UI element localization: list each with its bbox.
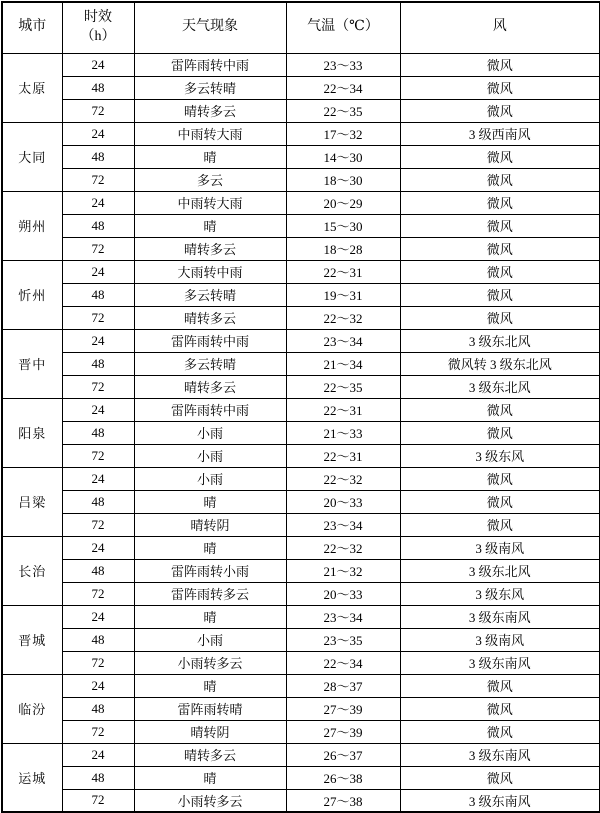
weather-phenomenon-cell: 雷阵雨转多云 (134, 582, 286, 605)
weather-phenomenon-cell: 大雨转中雨 (134, 260, 286, 283)
forecast-hours-cell: 72 (62, 789, 134, 812)
table-row (2, 122, 600, 145)
forecast-hours-cell: 24 (62, 674, 134, 697)
weather-phenomenon-cell: 晴转多云 (134, 99, 286, 122)
forecast-hours-cell: 48 (62, 76, 134, 99)
wind-cell: 微风 (400, 145, 600, 168)
temperature-range-cell: 22～32 (286, 467, 400, 490)
forecast-hours-cell: 24 (62, 605, 134, 628)
table-row (2, 214, 600, 237)
weather-phenomenon-cell: 小雨转多云 (134, 789, 286, 812)
temperature-range-cell: 22～34 (286, 76, 400, 99)
temperature-range-cell: 21～33 (286, 421, 400, 444)
forecast-hours-cell: 48 (62, 283, 134, 306)
header-weather (134, 2, 286, 53)
forecast-hours-cell: 72 (62, 99, 134, 122)
table-row (2, 145, 600, 168)
forecast-hours-cell: 24 (62, 536, 134, 559)
temperature-range-cell: 19～31 (286, 283, 400, 306)
forecast-hours-cell: 72 (62, 720, 134, 743)
weather-phenomenon-cell: 中雨转大雨 (134, 191, 286, 214)
table-row (2, 99, 600, 122)
temperature-range-cell: 22～31 (286, 260, 400, 283)
header-wind-label: 风 (492, 19, 507, 35)
city-name-cell: 长治 (2, 536, 62, 605)
temperature-range-cell: 20～33 (286, 582, 400, 605)
forecast-hours-cell: 72 (62, 651, 134, 674)
header-row (2, 2, 600, 53)
weather-phenomenon-cell: 雷阵雨转晴 (134, 697, 286, 720)
wind-cell: 微风 (400, 191, 600, 214)
table-row (2, 582, 600, 605)
temperature-range-cell: 26～38 (286, 766, 400, 789)
temperature-range-cell: 28～37 (286, 674, 400, 697)
header-weather-label: 天气现象 (182, 19, 238, 35)
table-row (2, 398, 600, 421)
wind-cell: 微风 (400, 421, 600, 444)
table-row (2, 513, 600, 536)
table-row (2, 375, 600, 398)
weather-phenomenon-cell: 小雨 (134, 444, 286, 467)
header-temperature-label: 气温（℃） (307, 19, 379, 35)
table-row (2, 306, 600, 329)
city-name-cell: 大同 (2, 122, 62, 191)
forecast-hours-cell: 24 (62, 467, 134, 490)
table-row (2, 651, 600, 674)
forecast-hours-cell: 72 (62, 582, 134, 605)
temperature-range-cell: 14～30 (286, 145, 400, 168)
wind-cell: 3 级东南风 (400, 651, 600, 674)
temperature-range-cell: 23～34 (286, 513, 400, 536)
temperature-range-cell: 27～39 (286, 697, 400, 720)
wind-cell: 微风 (400, 513, 600, 536)
weather-phenomenon-cell: 雷阵雨转小雨 (134, 559, 286, 582)
wind-cell: 3 级东北风 (400, 375, 600, 398)
temperature-range-cell: 22～32 (286, 536, 400, 559)
weather-phenomenon-cell: 小雨转多云 (134, 651, 286, 674)
forecast-hours-cell: 72 (62, 306, 134, 329)
forecast-hours-cell: 72 (62, 375, 134, 398)
forecast-hours-cell: 48 (62, 628, 134, 651)
wind-cell: 微风 (400, 766, 600, 789)
wind-cell: 3 级东北风 (400, 559, 600, 582)
table-row (2, 490, 600, 513)
weather-phenomenon-cell: 晴转多云 (134, 237, 286, 260)
weather-phenomenon-cell: 多云转晴 (134, 352, 286, 375)
wind-cell: 3 级东风 (400, 444, 600, 467)
header-wind (400, 2, 600, 53)
table-row (2, 605, 600, 628)
temperature-range-cell: 18～28 (286, 237, 400, 260)
weather-phenomenon-cell: 小雨 (134, 467, 286, 490)
wind-cell: 微风 (400, 697, 600, 720)
wind-cell: 微风 (400, 76, 600, 99)
wind-cell: 微风 (400, 490, 600, 513)
weather-phenomenon-cell: 晴转多云 (134, 306, 286, 329)
forecast-hours-cell: 24 (62, 191, 134, 214)
forecast-hours-cell: 48 (62, 559, 134, 582)
forecast-hours-cell: 72 (62, 444, 134, 467)
wind-cell: 微风转 3 级东北风 (400, 352, 600, 375)
forecast-hours-cell: 48 (62, 352, 134, 375)
table-row (2, 352, 600, 375)
forecast-hours-cell: 48 (62, 421, 134, 444)
table-row (2, 789, 600, 812)
forecast-hours-cell: 72 (62, 513, 134, 536)
temperature-range-cell: 27～39 (286, 720, 400, 743)
weather-forecast-table (1, 1, 600, 813)
table-row (2, 444, 600, 467)
table-row (2, 766, 600, 789)
table-row (2, 697, 600, 720)
wind-cell: 3 级西南风 (400, 122, 600, 145)
weather-phenomenon-cell: 晴 (134, 490, 286, 513)
city-name-cell: 运城 (2, 743, 62, 812)
table-row (2, 536, 600, 559)
temperature-range-cell: 18～30 (286, 168, 400, 191)
table-row (2, 283, 600, 306)
city-name-cell: 吕梁 (2, 467, 62, 536)
header-hours-unit: （h） (80, 28, 116, 44)
city-name-cell: 太原 (2, 53, 62, 122)
temperature-range-cell: 23～34 (286, 329, 400, 352)
forecast-hours-cell: 48 (62, 697, 134, 720)
forecast-hours-cell: 24 (62, 260, 134, 283)
weather-phenomenon-cell: 雷阵雨转中雨 (134, 398, 286, 421)
weather-phenomenon-cell: 多云转晴 (134, 76, 286, 99)
weather-phenomenon-cell: 晴转多云 (134, 375, 286, 398)
weather-phenomenon-cell: 晴转阴 (134, 513, 286, 536)
weather-phenomenon-cell: 晴 (134, 145, 286, 168)
temperature-range-cell: 26～37 (286, 743, 400, 766)
table-row (2, 329, 600, 352)
temperature-range-cell: 20～29 (286, 191, 400, 214)
table-row (2, 421, 600, 444)
table-row (2, 237, 600, 260)
forecast-hours-cell: 24 (62, 53, 134, 76)
table-row (2, 76, 600, 99)
wind-cell: 微风 (400, 260, 600, 283)
weather-phenomenon-cell: 多云转晴 (134, 283, 286, 306)
wind-cell: 3 级东风 (400, 582, 600, 605)
forecast-table-body (2, 53, 600, 812)
temperature-range-cell: 20～33 (286, 490, 400, 513)
temperature-range-cell: 21～34 (286, 352, 400, 375)
forecast-hours-cell: 48 (62, 490, 134, 513)
forecast-hours-cell: 24 (62, 743, 134, 766)
temperature-range-cell: 23～33 (286, 53, 400, 76)
temperature-range-cell: 22～31 (286, 398, 400, 421)
wind-cell: 微风 (400, 674, 600, 697)
weather-phenomenon-cell: 雷阵雨转中雨 (134, 329, 286, 352)
wind-cell: 3 级东南风 (400, 743, 600, 766)
wind-cell: 微风 (400, 720, 600, 743)
weather-phenomenon-cell: 中雨转大雨 (134, 122, 286, 145)
city-name-cell: 朔州 (2, 191, 62, 260)
forecast-hours-cell: 48 (62, 214, 134, 237)
weather-phenomenon-cell: 晴转阴 (134, 720, 286, 743)
wind-cell: 微风 (400, 99, 600, 122)
city-name-cell: 晋城 (2, 605, 62, 674)
forecast-hours-cell: 24 (62, 398, 134, 421)
weather-phenomenon-cell: 晴 (134, 766, 286, 789)
city-name-cell: 阳泉 (2, 398, 62, 467)
wind-cell: 微风 (400, 53, 600, 76)
city-name-cell: 晋中 (2, 329, 62, 398)
forecast-hours-cell: 24 (62, 122, 134, 145)
temperature-range-cell: 27～38 (286, 789, 400, 812)
wind-cell: 微风 (400, 168, 600, 191)
table-row (2, 743, 600, 766)
table-row (2, 260, 600, 283)
wind-cell: 微风 (400, 214, 600, 237)
header-city-label: 城市 (18, 19, 47, 35)
temperature-range-cell: 15～30 (286, 214, 400, 237)
wind-cell: 微风 (400, 237, 600, 260)
table-row (2, 628, 600, 651)
city-name-cell: 忻州 (2, 260, 62, 329)
table-row (2, 191, 600, 214)
table-row (2, 53, 600, 76)
weather-phenomenon-cell: 晴 (134, 674, 286, 697)
temperature-range-cell: 23～35 (286, 628, 400, 651)
header-hours-label: 时效 (84, 9, 112, 25)
weather-phenomenon-cell: 晴转多云 (134, 743, 286, 766)
temperature-range-cell: 21～32 (286, 559, 400, 582)
table-row (2, 720, 600, 743)
wind-cell: 微风 (400, 398, 600, 421)
forecast-hours-cell: 24 (62, 329, 134, 352)
header-hours (62, 2, 134, 53)
table-row (2, 168, 600, 191)
forecast-hours-cell: 48 (62, 766, 134, 789)
wind-cell: 3 级南风 (400, 536, 600, 559)
temperature-range-cell: 22～31 (286, 444, 400, 467)
weather-phenomenon-cell: 小雨 (134, 628, 286, 651)
forecast-hours-cell: 72 (62, 237, 134, 260)
wind-cell: 3 级东南风 (400, 789, 600, 812)
temperature-range-cell: 22～35 (286, 375, 400, 398)
wind-cell: 微风 (400, 306, 600, 329)
forecast-hours-cell: 72 (62, 168, 134, 191)
temperature-range-cell: 22～35 (286, 99, 400, 122)
temperature-range-cell: 23～34 (286, 605, 400, 628)
weather-phenomenon-cell: 晴 (134, 536, 286, 559)
wind-cell: 3 级东南风 (400, 605, 600, 628)
forecast-hours-cell: 48 (62, 145, 134, 168)
temperature-range-cell: 22～34 (286, 651, 400, 674)
header-city (2, 2, 62, 53)
weather-phenomenon-cell: 晴 (134, 605, 286, 628)
table-header (2, 2, 600, 53)
weather-phenomenon-cell: 晴 (134, 214, 286, 237)
wind-cell: 3 级东北风 (400, 329, 600, 352)
weather-phenomenon-cell: 小雨 (134, 421, 286, 444)
table-row (2, 674, 600, 697)
wind-cell: 微风 (400, 283, 600, 306)
wind-cell: 微风 (400, 467, 600, 490)
table-row (2, 467, 600, 490)
temperature-range-cell: 17～32 (286, 122, 400, 145)
table-row (2, 559, 600, 582)
weather-phenomenon-cell: 雷阵雨转中雨 (134, 53, 286, 76)
weather-phenomenon-cell: 多云 (134, 168, 286, 191)
temperature-range-cell: 22～32 (286, 306, 400, 329)
header-temperature (286, 2, 400, 53)
wind-cell: 3 级南风 (400, 628, 600, 651)
city-name-cell: 临汾 (2, 674, 62, 743)
